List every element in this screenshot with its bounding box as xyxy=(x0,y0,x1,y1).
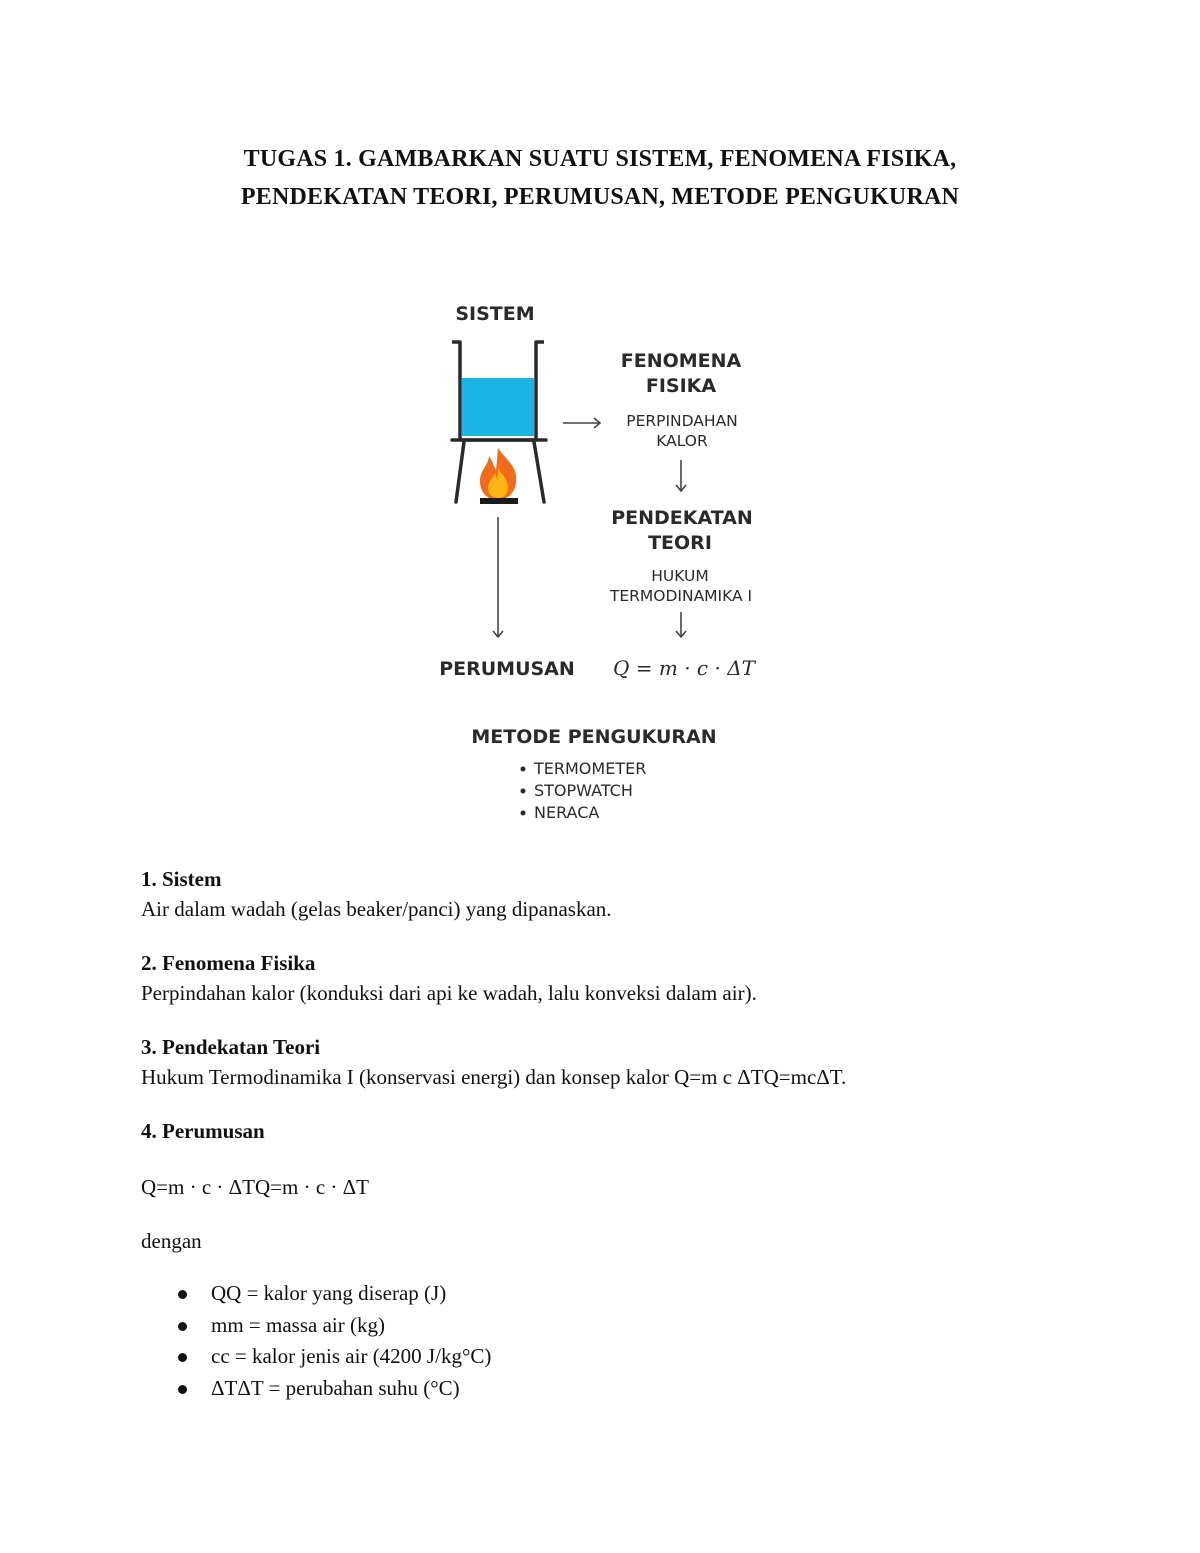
bullet-icon xyxy=(178,1353,187,1362)
bullet-icon xyxy=(178,1322,187,1331)
diagram-fenomena-line1: FENOMENA xyxy=(620,350,742,372)
bullet-icon xyxy=(178,1290,187,1299)
diagram-metode-list xyxy=(521,759,647,822)
section-body-sistem: Air dalam wadah (gelas beaker/panci) yang dipanaskan. xyxy=(141,897,612,921)
bullet-dot xyxy=(521,767,526,772)
section-heading-pendekatan: 3. Pendekatan Teori xyxy=(141,1035,321,1059)
definition-text: cc = kalor jenis air (4200 J/kg°C) xyxy=(211,1344,492,1368)
diagram-perumusan-label: PERUMUSAN xyxy=(439,658,575,680)
flame-icon xyxy=(480,448,516,500)
burner-base xyxy=(480,498,518,504)
definition-text: ΔTΔT = perubahan suhu (°C) xyxy=(211,1375,460,1400)
bullet-dot xyxy=(521,789,526,794)
diagram-hukum-line2: TERMODINAMIKA I xyxy=(609,587,753,605)
diagram-perpindahan-line2: KALOR xyxy=(656,432,708,450)
perumusan-dengan: dengan xyxy=(141,1229,202,1253)
section-heading-sistem: 1. Sistem xyxy=(141,867,222,891)
section-body-fenomena: Perpindahan kalor (konduksi dari api ke wadah, lalu konveksi dalam air). xyxy=(141,981,757,1005)
beaker-water xyxy=(462,378,534,436)
title-line-2: PENDEKATAN TEORI, PERUMUSAN, METODE PENGUKURAN xyxy=(240,184,960,210)
arrow-right-icon xyxy=(563,418,600,428)
section-body-pendekatan: Hukum Termodinamika I (konservasi energi) dan konsep kalor Q=m c ΔTQ=mcΔT. xyxy=(141,1065,847,1089)
diagram-formula: Q = m · c · ΔT xyxy=(613,656,755,680)
list-item xyxy=(178,1341,1121,1373)
perumusan-formula: Q=m · c · ΔTQ=m · c · ΔT xyxy=(141,1175,369,1199)
diagram-hukum-line1: HUKUM xyxy=(651,567,709,585)
section-heading-fenomena: 2. Fenomena Fisika xyxy=(141,951,316,975)
arrow-down-icon xyxy=(493,517,503,637)
bullet-dot xyxy=(521,811,526,816)
list-item xyxy=(178,1310,1121,1342)
arrow-down-icon xyxy=(676,612,686,637)
diagram-fenomena-line2: FISIKA xyxy=(645,375,717,397)
diagram-pendekatan-line1: PENDEKATAN xyxy=(611,507,753,529)
diagram-metode-item: NERACA xyxy=(534,803,600,822)
beaker-icon xyxy=(452,342,544,440)
bullet-icon xyxy=(178,1385,187,1394)
list-item xyxy=(178,1373,1121,1405)
diagram-pendekatan-line2: TEORI xyxy=(648,532,712,554)
document-sections xyxy=(141,864,1121,1404)
diagram-perpindahan-line1: PERPINDAHAN xyxy=(626,412,738,430)
title-line-1: TUGAS 1. GAMBARKAN SUATU SISTEM, FENOMENA FISIKA, xyxy=(243,146,957,172)
diagram-sistem-label: SISTEM xyxy=(455,303,535,325)
diagram-metode-item: TERMOMETER xyxy=(534,759,647,778)
definition-text: mm = massa air (kg) xyxy=(211,1312,385,1337)
diagram-metode-item: STOPWATCH xyxy=(534,781,633,800)
variable-definitions-list xyxy=(141,1278,1121,1404)
section-heading-perumusan: 4. Perumusan xyxy=(141,1119,265,1143)
arrow-down-icon xyxy=(676,460,686,491)
list-item xyxy=(178,1278,1121,1310)
definition-text: QQ = kalor yang diserap (J) xyxy=(211,1281,447,1305)
diagram-metode-label: METODE PENGUKURAN xyxy=(471,726,717,748)
